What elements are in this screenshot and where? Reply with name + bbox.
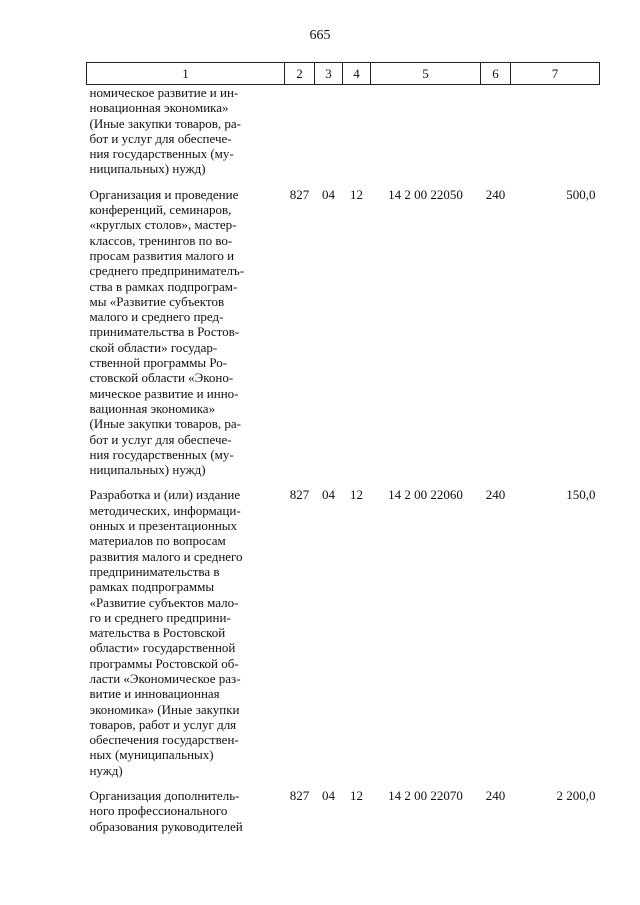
expense-type-code (481, 85, 511, 177)
subsection-code: 12 (350, 186, 363, 202)
target-article-code: 14 2 00 22070 (388, 788, 463, 804)
table-row (87, 177, 600, 478)
column-header-2: 2 (285, 63, 315, 85)
ministry-code: 827 (289, 788, 310, 804)
row-description: номическое развитие и ин- новационная экономика» (Иные закупки товаров, ра- бот и услуг для обеспече- ния государственных (му- ниципальных) нужд) (89, 85, 241, 177)
subsection-code: 12 (350, 487, 363, 503)
column-header-5: 5 (371, 63, 481, 85)
ministry-code (285, 85, 315, 177)
expense-type-code: 240 (485, 186, 506, 202)
subsection-code: 12 (350, 788, 363, 804)
ministry-code: 827 (289, 186, 310, 202)
table-row (87, 778, 600, 834)
amount: 500,0 (566, 186, 596, 202)
column-header-4: 4 (343, 63, 371, 85)
target-article-code: 14 2 00 22050 (388, 186, 463, 202)
budget-table (86, 62, 600, 834)
column-header-3: 3 (315, 63, 343, 85)
column-header-7: 7 (511, 63, 600, 85)
section-code (315, 85, 343, 177)
header-row (87, 63, 600, 85)
section-code: 04 (322, 186, 335, 202)
ministry-code: 827 (289, 487, 310, 503)
target-article-code: 14 2 00 22060 (388, 487, 463, 503)
column-header-1: 1 (87, 63, 285, 85)
amount: 2 200,0 (556, 788, 596, 804)
expense-type-code: 240 (485, 487, 506, 503)
table-row (87, 85, 600, 177)
page-number: 665 (309, 28, 331, 43)
section-code: 04 (322, 487, 335, 503)
row-description: Разработка и (или) издание методических, информаци- онных и презентационных материалов по вопросам развития малого и среднего предпринимательства в рамках подпрограммы «Развитие субъектов мало- го и среднего предприни- мательства в Ростовской области» государственной программы Ростовской об- ласти «Экономическое раз- витие и инновационная экономика» (Иные закупки товаров, работ и услуг для обеспечения государствен- ных (муниципальных) нужд) (89, 487, 243, 778)
subsection-code (343, 85, 371, 177)
section-code: 04 (322, 788, 335, 804)
row-description: Организация дополнитель- ного профессионального образования руководителей (89, 788, 243, 834)
amount: 150,0 (566, 487, 596, 503)
expense-type-code: 240 (485, 788, 506, 804)
amount (511, 85, 600, 177)
row-description: Организация и проведение конференций, семинаров, «круглых столов», мастер- классов, тренингов по во- просам развития малого и среднего предпринимателъ- ства в рамках подпрограм- мы «Развитие субъектов малого и среднего пред- принимательства в Ростов- ской области» государ- ственной программы Ро- стовской области «Эконо- мическое развитие и инно- вационная экономика» (Иные закупки товаров, ра- бот и услуг для обеспече- ния государственных (му- ниципальных) нужд) (89, 186, 245, 478)
table-row (87, 477, 600, 778)
target-article-code (371, 85, 481, 177)
column-header-6: 6 (481, 63, 511, 85)
